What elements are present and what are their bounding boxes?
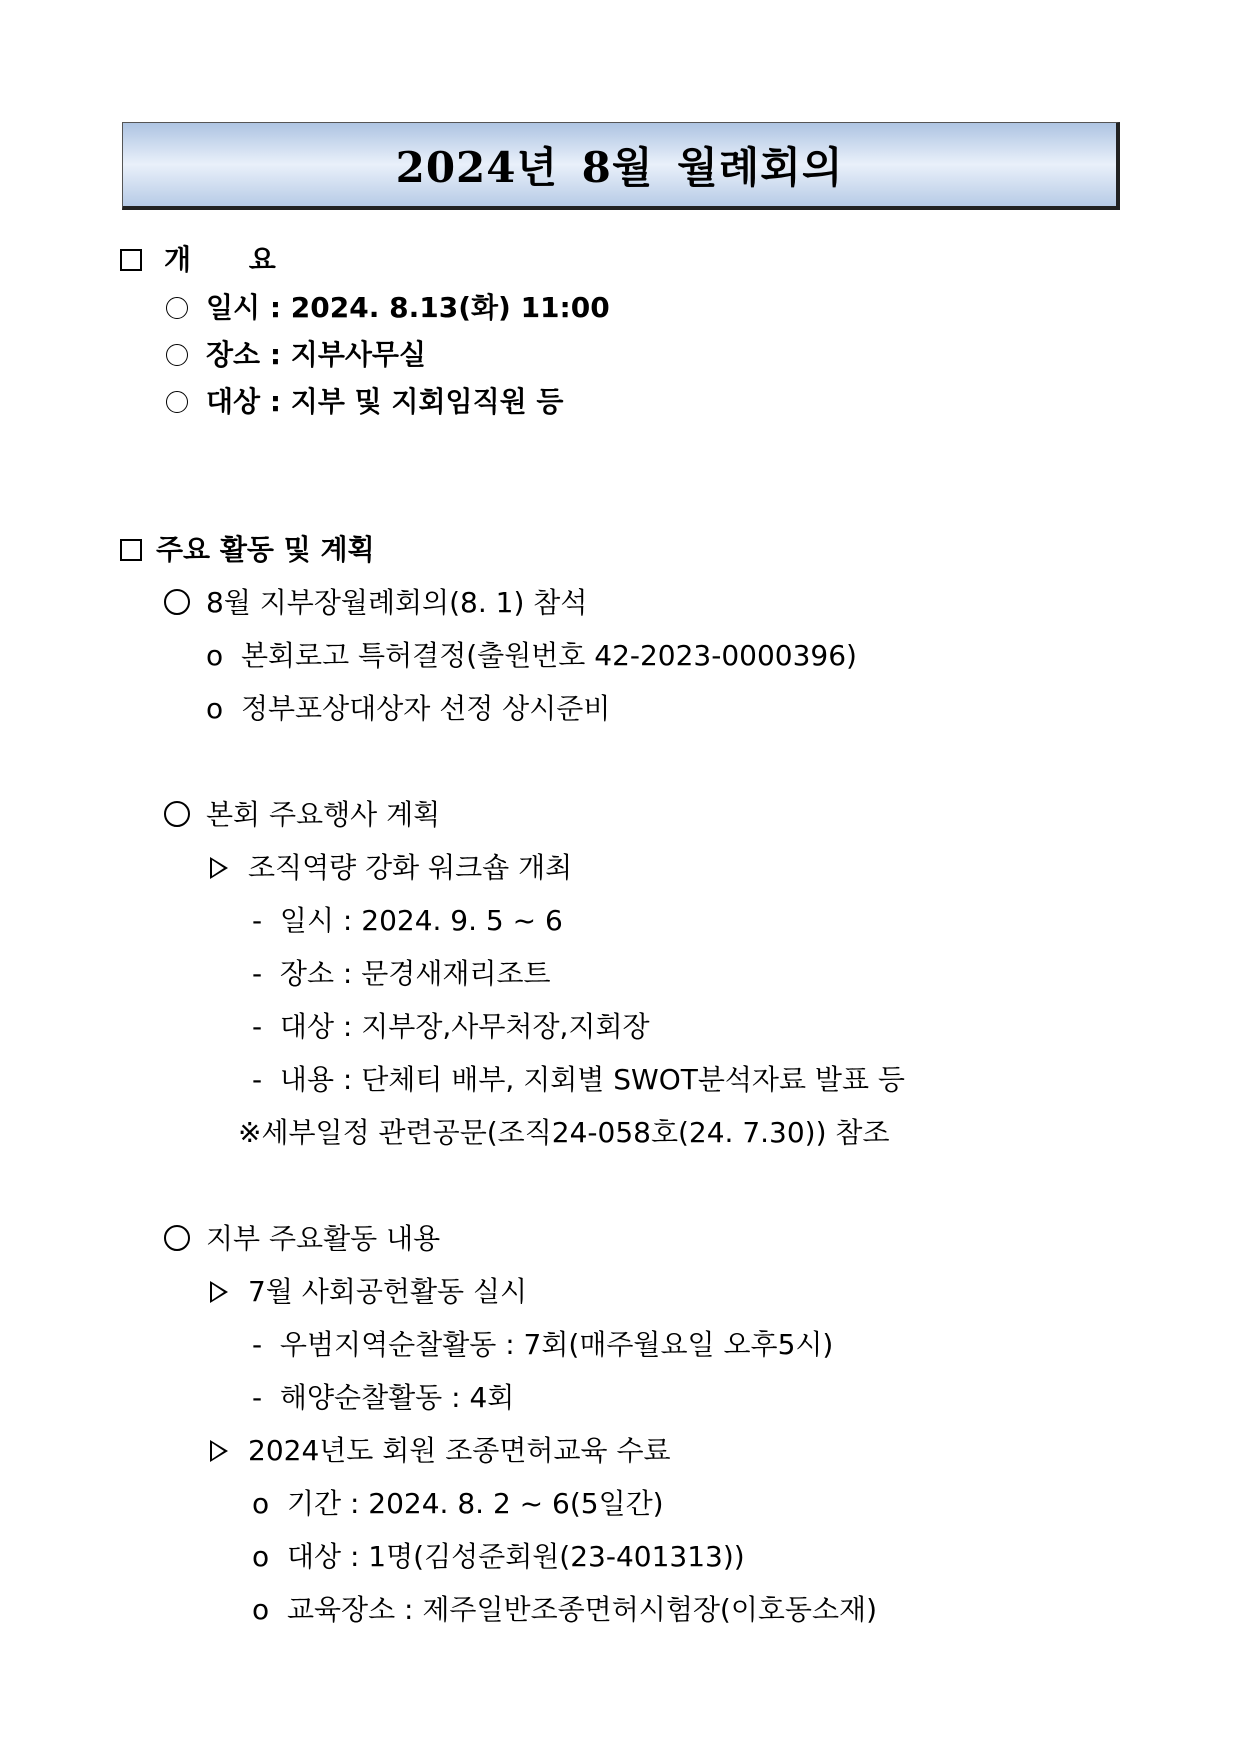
o-bullet-icon: o xyxy=(206,692,224,725)
group2-title: 본회 주요행사 계획 xyxy=(164,795,440,835)
square-bullet-icon xyxy=(120,539,142,561)
o-bullet-icon: o xyxy=(252,1593,270,1626)
dash-bullet-icon: - xyxy=(252,1381,263,1414)
group3-sub2-detail: o 대상 : 1명(김성준회원(23-401313)) xyxy=(252,1540,745,1573)
group1-item: o 정부포상대상자 선정 상시준비 xyxy=(206,692,611,725)
group2-subtitle: 조직역량 강화 워크숍 개최 xyxy=(210,848,572,888)
group2-detail: - 일시 : 2024. 9. 5 ~ 6 xyxy=(252,904,563,937)
triangle-bullet-icon xyxy=(210,1281,228,1303)
title-box xyxy=(122,122,1120,210)
group2-detail: - 내용 : 단체티 배부, 지회별 SWOT분석자료 발표 등 xyxy=(252,1063,905,1096)
o-bullet-icon: o xyxy=(252,1540,270,1573)
group1-item: o 본회로고 특허결정(출원번호 42-2023-0000396) xyxy=(206,639,857,672)
circle-bullet-icon xyxy=(166,344,188,366)
dash-bullet-icon: - xyxy=(252,1063,263,1096)
dash-bullet-icon: - xyxy=(252,957,263,990)
group2-note: ※세부일정 관련공문(조직24-058호(24. 7.30)) 참조 xyxy=(238,1116,890,1149)
group2-detail: - 대상 : 지부장,사무처장,지회장 xyxy=(252,1010,650,1043)
group3-sub1-title: 7월 사회공헌활동 실시 xyxy=(210,1272,527,1312)
group3-title: 지부 주요활동 내용 xyxy=(164,1219,440,1259)
square-bullet-icon xyxy=(120,249,142,271)
page-title: 2024년 8월 월례회의 xyxy=(395,142,844,192)
group3-sub2-detail: o 교육장소 : 제주일반조종면허시험장(이호동소재) xyxy=(252,1593,877,1626)
overview-date: 일시 : 2024. 8.13(화) 11:00 xyxy=(166,288,610,328)
circle-bullet-icon xyxy=(164,1225,190,1251)
circle-bullet-icon xyxy=(164,589,190,615)
overview-place: 장소 : 지부사무실 xyxy=(166,335,426,375)
group3-sub2-detail: o 기간 : 2024. 8. 2 ~ 6(5일간) xyxy=(252,1487,664,1520)
circle-bullet-icon xyxy=(164,801,190,827)
o-bullet-icon: o xyxy=(252,1487,270,1520)
group3-sub2-title: 2024년도 회원 조종면허교육 수료 xyxy=(210,1431,671,1471)
dash-bullet-icon: - xyxy=(252,1328,263,1361)
overview-target: 대상 : 지부 및 지회임직원 등 xyxy=(166,382,563,422)
dash-bullet-icon: - xyxy=(252,1010,263,1043)
o-bullet-icon: o xyxy=(206,639,224,672)
group1-title: 8월 지부장월례회의(8. 1) 참석 xyxy=(164,583,587,623)
group2-detail: - 장소 : 문경새재리조트 xyxy=(252,957,551,990)
circle-bullet-icon xyxy=(166,391,188,413)
section-overview-heading: 개 요 xyxy=(120,240,300,280)
dash-bullet-icon: - xyxy=(252,904,263,937)
triangle-bullet-icon xyxy=(210,1440,228,1462)
triangle-bullet-icon xyxy=(210,857,228,879)
group3-sub1-detail: - 우범지역순찰활동 : 7회(매주월요일 오후5시) xyxy=(252,1328,834,1361)
group3-sub1-detail: - 해양순찰활동 : 4회 xyxy=(252,1381,515,1414)
section-activities-heading: 주요 활동 및 계획 xyxy=(120,530,375,570)
circle-bullet-icon xyxy=(166,297,188,319)
